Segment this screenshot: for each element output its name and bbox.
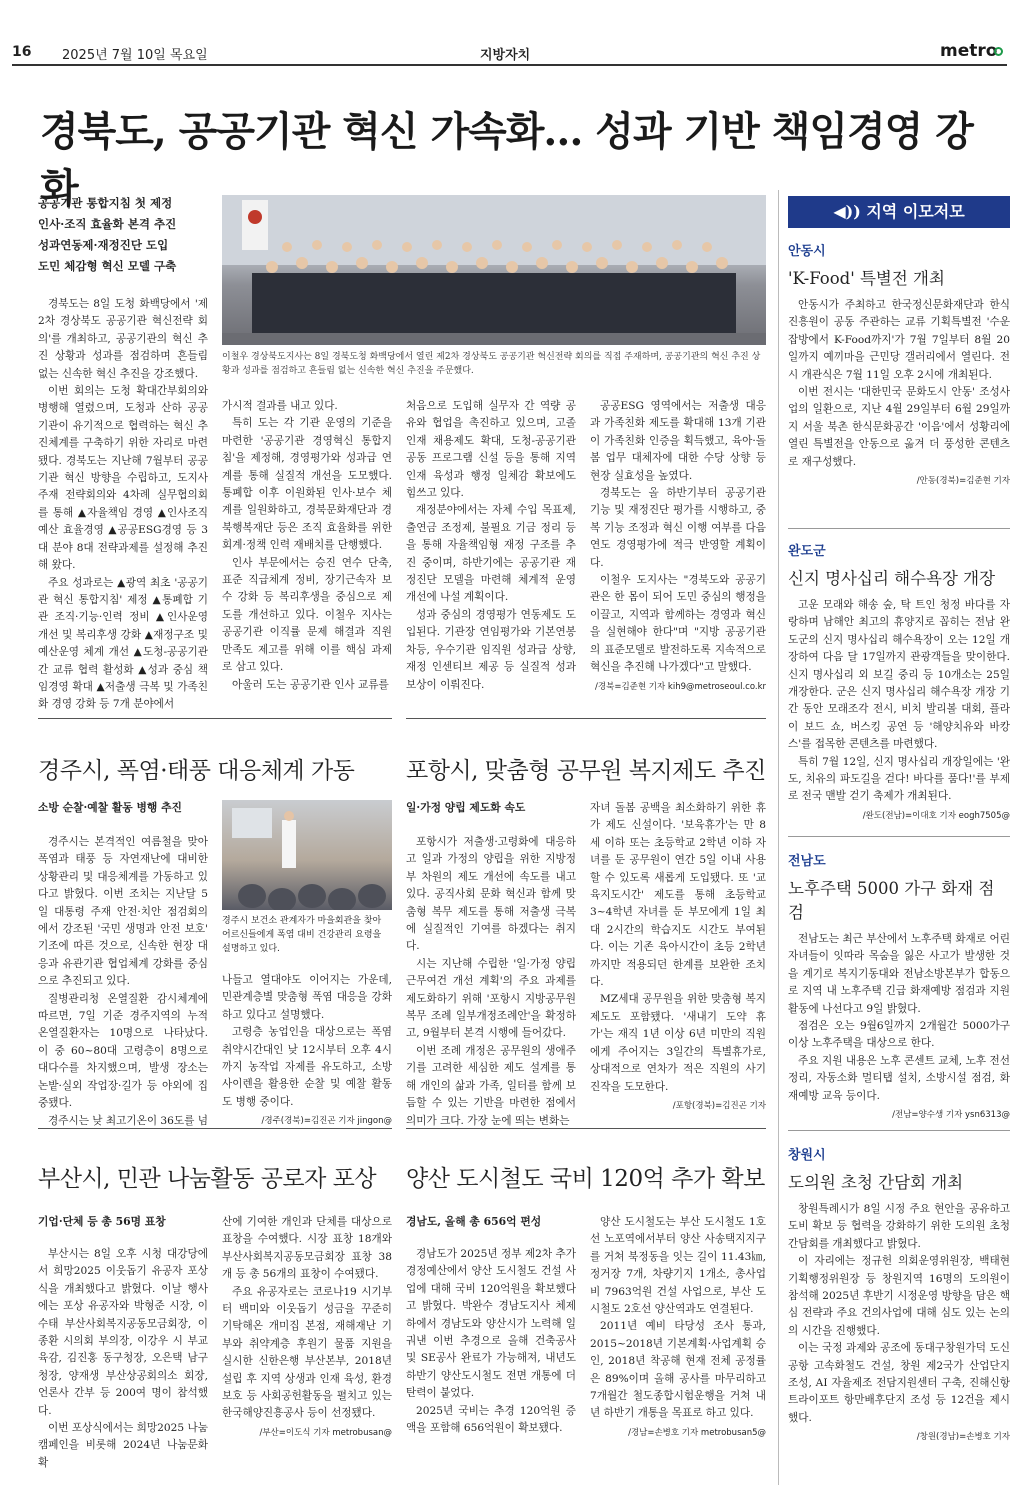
paragraph: 성과 중심의 경영평가 연동제도 도입된다. 기관장 연임평가와 기본연봉 차등, 우수기관 임직원 성과급 상향, 재정 인센티브 제공 등 실질적 성과 보상이 이뤄진다. [406, 608, 576, 691]
sidebar-item-location: 완도군 [788, 544, 826, 559]
byline: /경북=김준현 기자 kih9@metroseoul.co.kr [595, 681, 766, 692]
sidebar-item-jeonnam [788, 850, 1010, 1124]
main-headline: 경북도, 공공기관 혁신 가속화… 성과 기반 책임경영 강화 [40, 108, 973, 212]
lead-photo-caption: 이철우 경상북도지사는 8일 경북도청 화백당에서 열린 제2차 경상북도 공공기관 혁신전략 회의를 직접 주재하며, 공공기관의 혁신 추진 상황과 성과를 점검하고 흔들림 없는 신속한 혁신 추진을 주문했다. [222, 352, 761, 376]
paragraph: 나들고 열대야도 이어지는 가운데, 민관계층별 맞춤형 폭염 대응을 강화하고 있다고 설명했다. [222, 974, 392, 1021]
yangsan-column-2 [590, 1214, 766, 1442]
paragraph: 인사 부문에서는 승진 연수 단축, 표준 직급체계 정비, 장기근속자 보수 강화 등 복리후생을 중심으로 제도를 개선하고 있다. 이철우 지사는 공공기관 이직률 문제 해결과 직원 만족도 제고를 위해 이를 핵심 과제로 삼고 있다. [222, 556, 392, 674]
subhead-line: 도민 체감형 혁신 모델 구축 [38, 259, 177, 273]
sidebar-item-title: 'K-Food' 특별전 개최 [788, 269, 945, 288]
busan-column-2 [222, 1214, 392, 1442]
yangsan-headline: 양산 도시철도 국비 120억 추가 확보 [406, 1166, 765, 1192]
sidebar-item-title: 노후주택 5000 가구 화재 점검 [788, 879, 995, 922]
community-hall-illustration [222, 800, 392, 910]
paragraph: 주요 유공자로는 코로나19 시기부터 백미와 이웃돕기 성금을 꾸준히 기탁해온 개미집 본점, 재해재난 기부와 취약계층 후원기 물품 지원을 실시한 신한은행 부산본부, 2018년 설립 후 지역 상생과 인재 육성, 환경 보호 등 사회공헌활동을 펼치고 있는 한국해양진흥공사 등이 선정됐다. [222, 1285, 392, 1420]
byline: /경남=손병호 기자 metrobusan5@ [628, 1427, 766, 1438]
busan-headline: 부산시, 민관 나눔활동 공로자 포상 [38, 1166, 377, 1192]
pohang-subhead: 일·가정 양립 제도화 속도 [406, 801, 526, 814]
byline: /전남=양수생 기자 ysn6313@ [892, 1110, 1010, 1121]
paragraph: 경북도는 8일 도청 화백당에서 '제2차 경상북도 공공기관 혁신전략 회의'를 개최하고, 공공기관의 혁신 추진 상황과 성과를 점검하며 흔들림 없는 신속한 혁신 추진을 강조했다. [38, 298, 208, 380]
lead-column-2 [222, 398, 392, 694]
subhead-line: 성과연동제·재정진단 도입 [38, 238, 169, 252]
paragraph: 전남도는 최근 부산에서 노후주택 화재로 어린 자녀들이 잇따라 목숨을 잃은 사고가 발생한 것을 계기로 복지기동대와 전남소방본부가 합동으로 지역 내 노후주택 긴급 화재예방 점검과 지원 활동에 나선다고 9일 밝혔다. [788, 933, 1010, 1015]
pohang-column-2 [590, 800, 766, 1115]
busan-column-1 [38, 1246, 208, 1472]
paragraph: 특히 7월 12일, 신지 명사십리 개장일에는 '완도, 치유의 파도길을 걷다! 바다를 품다!'를 부제로 전국 맨발 걷기 축제가 개최된다. [788, 755, 1010, 803]
paragraph: 재정분야에서는 자체 수입 목표제, 출연금 조정제, 불필요 기금 정리 등을 통해 자율책임형 재정 구조를 추진 중이며, 하반기에는 공공기관 재정진단 모델을 마련해 체계적 운영 개선에 나설 계획이다. [406, 504, 576, 604]
paragraph: 가시적 결과를 내고 있다. [222, 400, 338, 412]
paragraph: 주요 지원 내용은 노후 콘센트 교체, 노후 전선 정리, 자동소화 멀티탭 설치, 소방시설 점검, 화재예방 교육 등이다. [788, 1054, 1010, 1102]
page-number: 16 [12, 44, 32, 60]
paragraph: 창원특례시가 8일 시정 주요 현안을 공유하고 도비 확보 등 협력을 강화하기 위한 도의원 초청 간담회를 개최했다고 밝혔다. [788, 1203, 1010, 1250]
brand-logo: metro [940, 41, 998, 61]
paragraph: 이는 국정 과제와 공조에 동대구창원가덕 도신공항 고속화철도 건설, 창원 제2국가 산업단지 조성, AI 자율제조 전담지원센터 구축, 진해신항 트라이포트 항만배후단지 조성 등 12건을 제시했다. [788, 1342, 1010, 1424]
sidebar-divider [778, 190, 779, 1485]
lead-column-3 [406, 398, 576, 694]
paragraph: 2025년 국비는 추경 120억원 증액을 포함해 656억원이 확보됐다. [406, 1404, 576, 1435]
paragraph: 이번 회의는 도청 확대간부회의와 병행해 열렸으며, 도청과 산하 공공기관이 유기적으로 협력하는 혁신 추진체계를 구축하기 위한 자리로 마련됐다. 경북도는 지난해 7월부터 공공기관 혁신 방향을 수립하고, 도지사 주재 전략회의와 4차례 실무협의회를 통해 ▲자율책임 경영 ▲인사조직예산 효율경영 ▲공공ESG경영 등 3대 분야 8대 전략과제를 설정해 추진해 왔다. [38, 385, 208, 572]
sidebar-separator [788, 528, 1010, 529]
paragraph: 아울러 도는 공공기관 인사 교류를 [232, 678, 389, 691]
paragraph: 산에 기여한 개인과 단체를 대상으로 표창을 수여했다. 시장 표창 18개와 부산사회복지공동모금회장 표창 38개 등 총 56개의 표창이 수여됐다. [222, 1216, 392, 1281]
sidebar-separator [788, 1130, 1010, 1131]
paragraph: 공공ESG 영역에서는 저출생 대응과 가족친화 제도를 확대해 13개 기관이 가족친화 인증을 획득했고, 육아·돌봄 업무 대체자에 대한 수당 상향 등 현장 실효성을 높였다. [590, 400, 766, 482]
lead-subheads [38, 193, 208, 277]
paragraph: 고운 모래와 해송 숲, 탁 트인 청정 바다를 자랑하며 남해안 최고의 휴양지로 꼽히는 전남 완도군의 신지 명사십리 해수욕장이 오는 12일 개장하여 다음 달 17일까지 관광객들을 맞이한다. 신지 명사십리 외 보길 중리 등 10개소는 25일 개장한다. 군은 신지 명사십리 해수욕장 개장 기간 동안 모래조각 전시, 비치 발리볼 대회, 플라이 보드 쇼, 버스킹 공연 등 '해양치유와 바캉스'를 접목한 콘텐츠를 마련했다. [788, 599, 1010, 751]
gyeongju-column-2 [222, 972, 392, 1131]
sidebar-item-wando [788, 540, 1010, 825]
byline: /부산=이도식 기자 metrobusan@ [259, 1427, 392, 1438]
paragraph: 시는 지난해 수립한 '일·가정 양립 근무여건 개선 계획'의 주요 과제를 제도화하기 위해 '포항시 지방공무원 복무 조례 일부개정조례안'을 확정하고, 9월부터 본격 시행에 들어갔다. [406, 957, 576, 1040]
paragraph: 부산시는 8일 오후 시청 대강당에서 희망2025 이웃돕기 유공자 포상식을 개최했다고 밝혔다. 이날 행사에는 포상 유공자와 박형준 시장, 이수태 부산사회복지공동모금회장, 이종환 시의회 부의장, 이강우 시 부교육감, 김진홍 동구청장, 오은택 남구청장, 양재생 부산상공회의소 회장, 언론사 간부 등 200여 명이 참석했다. [38, 1248, 208, 1417]
paragraph: MZ세대 공무원을 위한 맞춤형 복지 제도도 포함됐다. '새내기 도약 휴가'는 재직 1년 이상 6년 미만의 직원에게 주어지는 3일간의 특별휴가로, 상대적으로 연차가 적은 직원의 사기 진작을 도모한다. [590, 993, 766, 1093]
paragraph: 이 자리에는 정규헌 의회운영위원장, 백태현 기획행정위원장 등 창원지역 16명의 도의원이 참석해 2025년 후반기 시정운영 방향을 담은 핵심 전략과 주요 건의사업에 대해 심도 있는 논의의 시간을 진행했다. [788, 1255, 1010, 1337]
paragraph: 경남도가 2025년 정부 제2차 추가경정예산에서 양산 도시철도 건설 사업에 대해 국비 120억원을 확보했다고 밝혔다. 박완수 경남도지사 체제하에서 경남도와 양산시가 노력해 일궈낸 이번 추경으로 올해 건축공사 및 SE공사 완료가 가능해져, 내년도 하반기 양산도시철도 전면 개통에 더 탄력이 붙었다. [406, 1248, 576, 1400]
gyeongju-headline: 경주시, 폭염·태풍 대응체계 가동 [38, 758, 355, 784]
yangsan-column-1 [406, 1246, 576, 1437]
paragraph: 이번 전시는 '대한민국 문화도시 안동' 조성사업의 일환으로, 지난 4월 29일부터 6월 29일까지 서울 북촌 한식문화공간 '이음'에서 성황리에 열린 특별전을 안동으로 옮겨 더 풍성한 콘텐츠로 재구성했다. [788, 386, 1010, 468]
logo-ring-icon [994, 47, 1003, 56]
byline: /경주(경북)=김진곤 기자 jingon@ [261, 1116, 392, 1127]
paragraph: 이철우 도지사는 "경북도와 공공기관은 한 몸이 되어 도민 중심의 행정을 이끌고, 지역과 함께하는 경영과 혁신을 실현해야 한다"며 "지방 공공기관의 표준모델로 발전하도록 지속적으로 혁신을 추진해 나가겠다"고 말했다. [590, 574, 766, 674]
lead-column-1 [38, 296, 208, 714]
paragraph: 양산 도시철도는 부산 도시철도 1호선 노포역에서부터 양산 사송택지지구를 거쳐 북정동을 잇는 길이 11.43㎞, 정거장 7개, 차량기지 1개소, 총사업비 7963억원 건설 사업으로, 부산 도시철도 2호선 양산역과도 연결된다. [590, 1216, 766, 1316]
sidebar-item-location: 안동시 [788, 244, 826, 259]
lead-photo [222, 195, 766, 345]
paragraph: 특히 도는 각 기관 운영의 기준을 마련한 '공공기관 경영혁신 통합지침'을 제정해, 경영평가와 성과급 연계를 통해 실질적 개선을 도모했다. 통폐합 이후 이원화된 인사·보수 체계를 일원화하고, 경북문화재단과 경북행복재단 등은 조직 효율화를 위한 회계·정책 인력 재배치를 단행했다. [222, 417, 392, 552]
sidebar-item-location: 창원시 [788, 1148, 826, 1163]
sidebar-item-location: 전남도 [788, 854, 826, 869]
section-name: 지방자치 [480, 48, 531, 63]
paragraph: 점검은 오는 9월6일까지 2개월간 5000가구 이상 노후주택을 대상으로 한다. [788, 1020, 1010, 1050]
gyeongju-photo-caption: 경주시 보건소 관계자가 마을회관을 찾아 어르신들에게 폭염 대비 건강관리 요령을 설명하고 있다. [222, 916, 382, 954]
gyeongju-column-1 [38, 834, 208, 1130]
paragraph: 이번 포상식에서는 희망2025 나눔캠페인을 비롯해 2024년 나눔문화 확 [38, 1422, 208, 1469]
sidebar-item-changwon [788, 1144, 1010, 1447]
paragraph: 자녀 돌봄 공백을 최소화하기 위한 휴가 제도 신설이다. '보육휴가'는 만 8세 이하 또는 초등학교 2학년 이하 자녀를 둔 공무원이 연간 5일 이내 사용할 수 있도록 새롭게 도입됐다. 또 '교육지도시간' 제도를 통해 초등학교 3~4학년 자녀를 둔 부모에게 1일 최대 2시간의 학습지도 시간도 부여된다. 이는 기존 육아시간이 초등 2학년까지만 적용되던 한계를 보완한 조치다. [590, 802, 766, 989]
sidebar-item-title: 신지 명사십리 해수욕장 개장 [788, 569, 996, 588]
section-divider [406, 718, 766, 719]
byline: /안동(경북)=김준현 기자 [916, 476, 1010, 487]
sidebar-title-banner: ◀)) 지역 이모저모 [788, 196, 1010, 228]
paragraph: 고령층 농업인을 대상으로는 폭염 취약시간대인 낮 12시부터 오후 4시까지 농작업 자제를 유도하고, 소방 사이렌을 활용한 순찰 및 예찰 활동도 병행 중이다. [222, 1026, 392, 1108]
sidebar-separator [788, 836, 1010, 837]
subhead-line: 인사·조직 효율화 본격 추진 [38, 217, 177, 231]
paragraph: 경주시는 본격적인 여름철을 맞아 폭염과 태풍 등 자연재난에 대비한 상황관리 및 대응체계를 가동하고 있다고 밝혔다. 이번 조치는 지난달 5일 대통령 주재 안전·치안 점검회의에서 강조된 '국민 생명과 안전 보호' 기조에 따른 것으로, 신속한 현장 대응과 유관기관 협업체계 강화를 중심으로 추진되고 있다. [38, 836, 208, 988]
section-divider [406, 1128, 766, 1129]
pohang-column-1 [406, 834, 576, 1130]
gyeongju-subhead: 소방 순찰·예찰 활동 병행 추진 [38, 801, 182, 814]
byline: /창원(경남)=손병호 기자 [916, 1432, 1010, 1443]
gyeongju-photo [222, 800, 392, 910]
section-divider [38, 1128, 392, 1129]
paragraph: 처음으로 도입해 실무자 간 역량 공유와 협업을 촉진하고 있으며, 고졸 인재 채용제도 확대, 도청-공공기관 공동 프로그램 신설 등을 통해 지역 인재 육성과 행정 일체감 확보에도 힘쓰고 있다. [406, 400, 576, 500]
lead-column-4 [590, 398, 766, 696]
paragraph: 2011년 예비 타당성 조사 통과, 2015~2018년 기본계획·사업계획 승인, 2018년 착공해 현재 전체 공정률은 89%이며 올해 공사를 마무리하고 7개월간 철도종합시험운행을 거쳐 내년 하반기 개통을 목표로 하고 있다. [590, 1320, 766, 1420]
byline: /완도(전남)=이대호 기자 eogh7505@ [862, 810, 1010, 821]
busan-subhead: 기업·단체 등 총 56명 표창 [38, 1215, 166, 1228]
paragraph: 주요 성과로는 ▲광역 최초 '공공기관 혁신 통합지침' 제정 ▲통폐합 기관 조직·기능·인력 정비 ▲인사운영 개선 및 복리후생 강화 ▲재정구조 및 예산운영 체계 개선 ▲도청-공공기관 간 교류 협력 활성화 ▲성과 중심 책임경영 확대 ▲저출생 극복 및 가족친화 경영 강화 등 7개 분야에서 [38, 576, 208, 711]
section-divider [38, 718, 392, 719]
subhead-line: 공공기관 통합지침 첫 제정 [38, 196, 173, 210]
paragraph: 포항시가 저출생·고령화에 대응하고 일과 가정의 양립을 위한 지방정부 차원의 제도 개선에 속도를 내고 있다. 공직사회 문화 혁신과 함께 맞춤형 복무 제도를 통해 저출생 극복에 실질적인 기여를 하겠다는 취지다. [406, 836, 576, 953]
pohang-headline: 포항시, 맞춤형 공무원 복지제도 추진 [406, 758, 766, 784]
byline: /포항(경북)=김진곤 기자 [672, 1100, 766, 1111]
group-photo-illustration [222, 195, 766, 345]
paragraph: 이번 조례 개정은 공무원의 생애주기를 고려한 세심한 제도 설계를 통해 개인의 삶과 가족, 일터를 함께 보듬할 수 있는 기반을 마련한 점에서 의미가 크다. 가장 눈에 띄는 변화는 [406, 1044, 576, 1127]
paragraph: 경북도는 올 하반기부터 공공기관 기능 및 재정진단 평가를 시행하고, 중복 기능 조정과 혁신 이행 여부를 다음 연도 경영평가에 적극 반영할 계획이다. [590, 487, 766, 569]
paragraph: 질병관리청 온열질환 감시체계에 따르면, 7일 기준 경주지역의 누적 온열질환자는 10명으로 나타났다. 이 중 60~80대 고령층이 8명으로 대다수를 차지했으며, 발생 장소는 논밭·실외 작업장·길가 등 야외에 집중됐다. [38, 992, 208, 1110]
paragraph: 안동시가 주최하고 한국정신문화재단과 한식진흥원이 공동 주관하는 교류 기획특별전 '수운잡방에서 K-Food까지'가 7월 7일부터 8월 20일까지 예끼마을 근민당 갤러리에서 열린다. 전시 개관식은 7월 11일 오후 2시에 개최된다. [788, 299, 1010, 381]
sidebar-item-title: 도의원 초청 간담회 개최 [788, 1173, 964, 1192]
header-divider [12, 64, 1007, 66]
yangsan-subhead: 경남도, 올해 총 656억 편성 [406, 1215, 542, 1228]
paragraph: 경주시는 낮 최고기온이 36도를 넘 [48, 1114, 208, 1127]
issue-date: 2025년 7월 10일 목요일 [62, 48, 208, 63]
sidebar-item-andong [788, 240, 1010, 490]
